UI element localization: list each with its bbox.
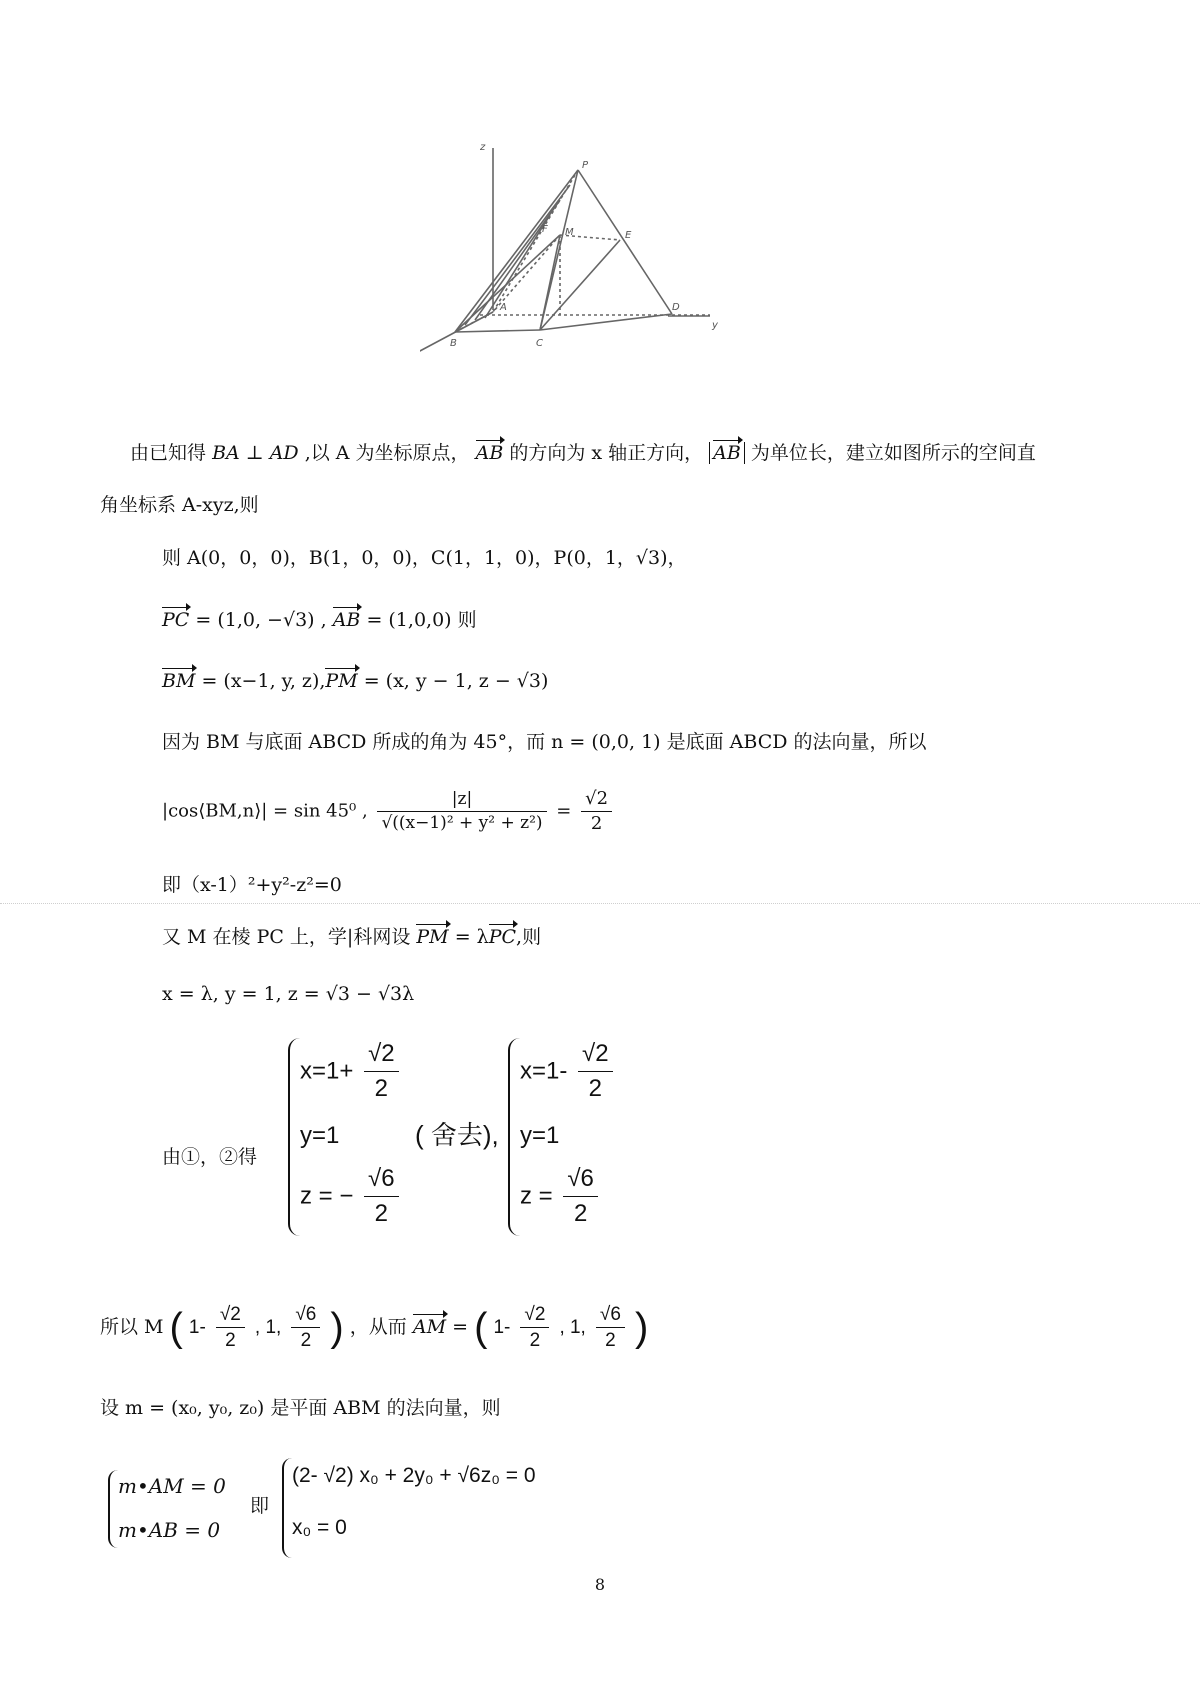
equation-system-brace [282, 1458, 292, 1558]
y-axis-label: y [712, 320, 718, 331]
label-D: D [672, 302, 680, 313]
m-on-pc-line: 又 M 在棱 PC 上，学|科网设 PM = λPC,则 [162, 926, 542, 948]
ba-perp-ad: BA ⊥ AD [212, 442, 299, 464]
label-F: F [542, 224, 548, 235]
label-A: A [500, 302, 507, 313]
paragraph-setup-line1: 由已知得 BA ⊥ AD ,以 A 为坐标原点， AB 的方向为 x 轴正方向， AB 为单位长，建立如图所示的空间直 [130, 442, 1036, 464]
label-C: C [536, 338, 543, 349]
system1-brace [288, 1038, 300, 1236]
segment-MB [455, 235, 560, 332]
angle-statement: 因为 BM 与底面 ABCD 所成的角为 45°，而 n = (0,0, 1) 是底面 ABCD 的法向量，所以 [162, 731, 927, 753]
segment-EC [540, 240, 620, 330]
coordinates-line: 则 A(0，0，0)，B(1，0，0)，C(1，1，0)，P(0，1，√3)， [162, 547, 687, 569]
geometry-figure [420, 140, 750, 370]
parameter-line: x = λ, y = 1, z = √3 − √3λ [162, 983, 415, 1005]
label-B: B [450, 338, 457, 349]
abs-AB: AB [709, 442, 745, 464]
label-E: E [625, 230, 632, 241]
fraction-sqrt2-over-2: $\frac{√2}{2}$ [581, 790, 612, 833]
segment-MC [540, 235, 560, 330]
vector-AB: AB [475, 442, 504, 464]
system2-brace [508, 1038, 520, 1236]
paragraph-setup-line2: 角坐标系 A-xyz,则 [100, 494, 259, 516]
from-1-2-label: 由①，②得 [162, 1146, 258, 1168]
equation-zero: 即（x-1）²+y²-z²=0 [162, 874, 342, 896]
edge-PD [578, 170, 672, 314]
label-P: P [582, 160, 589, 171]
edge-BC [455, 330, 540, 332]
ji-label: 即 [250, 1495, 270, 1517]
bm-pm-vectors: BM = (x−1, y, z),PM = (x, y − 1, z − √3) [162, 670, 549, 692]
page-number: 8 [594, 1575, 606, 1594]
fraction-z-over-norm: $\frac{|z|}{\text{√((x−1)² + y² + z²)}}$ [377, 791, 546, 832]
edge-CD [540, 314, 672, 330]
normal-vector-line: 设 m = (x₀, y₀, z₀) 是平面 ABM 的法向量，则 [100, 1397, 501, 1419]
z-axis-label: z [480, 142, 486, 153]
label-M: M [565, 227, 574, 238]
discard-label: ( 舍去), [415, 1120, 499, 1150]
m-coordinates-line: 所以 M ( 1- $\frac{√2}{2}$ , 1, $\frac{√6}{2}$ ) ，从而 AM = ( 1- $\frac{√2}{2}$ , 1, $\frac{√6}{2}$ ) [100, 1304, 649, 1351]
page-divider [0, 903, 1200, 904]
pc-ab-vectors: PC = (1,0, −√3) , AB = (1,0,0) 则 [162, 609, 477, 631]
dot-system-brace [108, 1470, 118, 1548]
cos-equation: |cos⟨BM,n⟩| = sin 45⁰ , $\frac{|z|}{\text{√((x−1)² + y² + z²)}}$ = $\frac{√2}{2}$ [162, 790, 616, 833]
